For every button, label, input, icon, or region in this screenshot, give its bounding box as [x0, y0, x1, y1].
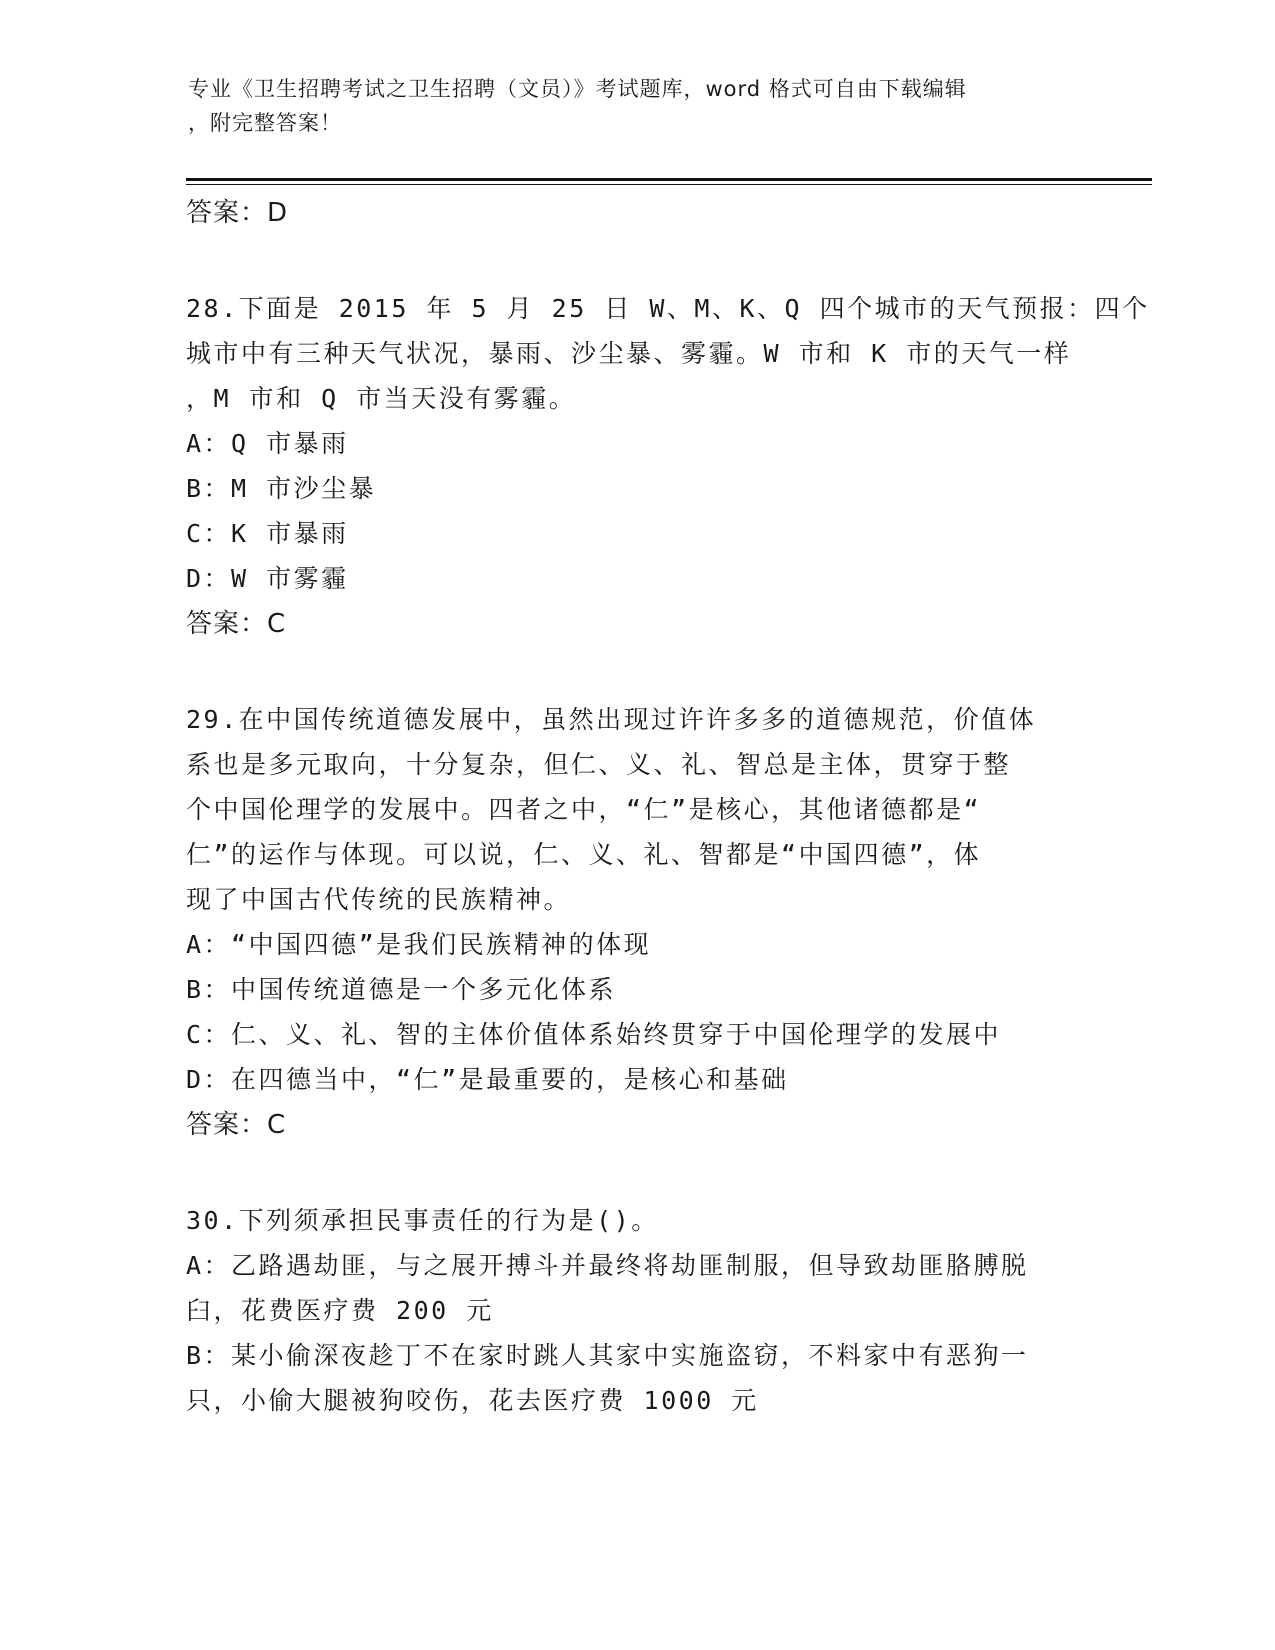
previous-answer: 答案：D — [186, 198, 289, 228]
question-29 — [186, 697, 1086, 1148]
question-stem-line: ，M 市和 Q 市当天没有雾霾。 — [186, 384, 577, 413]
question-stem-line: 28.下面是 2015 年 5 月 25 日 W、M、K、Q 四个城市的天气预报：四个 — [186, 294, 1150, 323]
header-line-2: ，附完整答案！ — [188, 111, 342, 135]
header-divider-thick — [186, 178, 1152, 181]
option-b-line-2: 只，小偷大腿被狗咬伤，花去医疗费 1000 元 — [186, 1386, 759, 1415]
option-d: D：在四德当中，“仁”是最重要的，是核心和基础 — [186, 1065, 789, 1094]
question-28 — [186, 286, 1150, 647]
question-stem-line: 30.下列须承担民事责任的行为是()。 — [186, 1206, 659, 1235]
question-stem-line: 系也是多元取向，十分复杂，但仁、义、礼、智总是主体，贯穿于整 — [186, 750, 1012, 779]
header-divider-thin — [186, 184, 1152, 185]
page-header — [188, 72, 1068, 140]
question-stem-line: 现了中国古代传统的民族精神。 — [186, 885, 572, 914]
question-stem-line: 城市中有三种天气状况，暴雨、沙尘暴、雾霾。W 市和 K 市的天气一样 — [186, 339, 1072, 368]
option-a: A：“中国四德”是我们民族精神的体现 — [186, 930, 652, 959]
question-stem-line: 个中国伦理学的发展中。四者之中，“仁”是核心，其他诸德都是“ — [186, 795, 982, 824]
answer: 答案：C — [186, 1110, 287, 1140]
option-b-line-1: B：某小偷深夜趁丁不在家时跳人其家中实施盗窃，不料家中有恶狗一 — [186, 1341, 1029, 1370]
answer: 答案：C — [186, 609, 287, 639]
question-content — [186, 190, 1150, 1473]
option-c: C：仁、义、礼、智的主体价值体系始终贯穿于中国伦理学的发展中 — [186, 1020, 1002, 1049]
question-stem-line: 29.在中国传统道德发展中，虽然出现过许许多多的道德规范，价值体 — [186, 705, 1037, 734]
option-b: B：M 市沙尘暴 — [186, 474, 377, 503]
question-stem-line: 仁”的运作与体现。可以说，仁、义、礼、智都是“中国四德”，体 — [186, 840, 982, 869]
option-b: B：中国传统道德是一个多元化体系 — [186, 975, 617, 1004]
option-d: D：W 市雾霾 — [186, 564, 349, 593]
option-a-line-1: A：乙路遇劫匪，与之展开搏斗并最终将劫匪制服，但导致劫匪胳膊脱 — [186, 1251, 1029, 1280]
option-c: C：K 市暴雨 — [186, 519, 349, 548]
question-30 — [186, 1198, 1086, 1423]
option-a-line-2: 臼，花费医疗费 200 元 — [186, 1296, 494, 1325]
header-line-1: 专业《卫生招聘考试之卫生招聘（文员）》考试题库，word 格式可自由下载编辑 — [188, 77, 967, 101]
option-a: A：Q 市暴雨 — [186, 429, 349, 458]
